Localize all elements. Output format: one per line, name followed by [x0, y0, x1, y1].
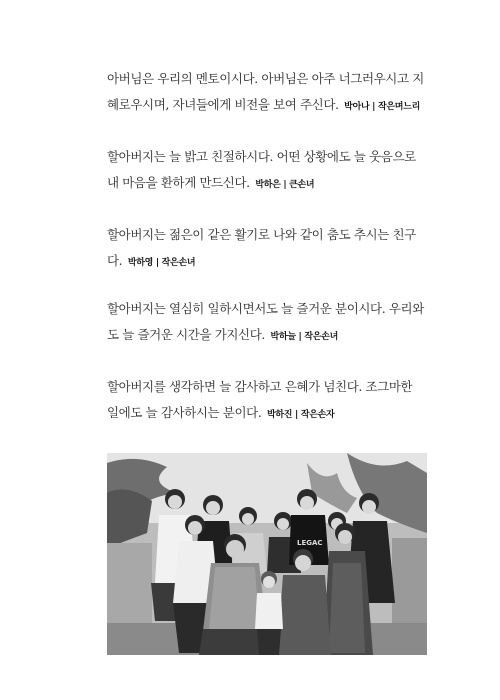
testimonial-signature: 박아나 | 작은며느리 [344, 102, 420, 112]
shirt-text: LEGAC [297, 539, 323, 547]
testimonial-text: 아버님은 우리의 멘토이시다. 아버님은 아주 너그러우시고 지혜로우시며, 자녀들에게 비전을 보여 주신다. [107, 71, 424, 112]
testimonial-5 [107, 374, 427, 428]
family-photo [107, 453, 427, 655]
testimonial-signature: 박하진 | 작은손자 [266, 410, 335, 420]
testimonial-text: 할아버지는 젊은이 같은 활기로 나와 같이 춤도 추시는 친구다. [107, 227, 416, 268]
testimonial-2 [107, 144, 427, 198]
testimonial-signature: 박하은 | 큰손녀 [255, 180, 315, 190]
testimonial-signature: 박하영 | 작은손녀 [127, 258, 196, 268]
testimonial-3 [107, 222, 427, 276]
testimonial-1 [107, 66, 427, 120]
testimonial-text: 할아버지를 생각하면 늘 감사하고 은혜가 넘친다. 조그마한 일에도 늘 감사하시는 분이다. [107, 379, 413, 420]
testimonial-text: 할아버지는 열심히 일하시면서도 늘 즐거운 분이시다. 우리와도 늘 즐거운 시간을 가지신다. [107, 301, 424, 342]
testimonial-signature: 박하늘 | 작은손녀 [270, 332, 338, 342]
testimonial-4 [107, 296, 427, 350]
testimonial-text: 할아버지는 늘 밝고 친절하시다. 어떤 상황에도 늘 웃음으로 내 마음을 환하게 만드신다. [107, 149, 416, 190]
